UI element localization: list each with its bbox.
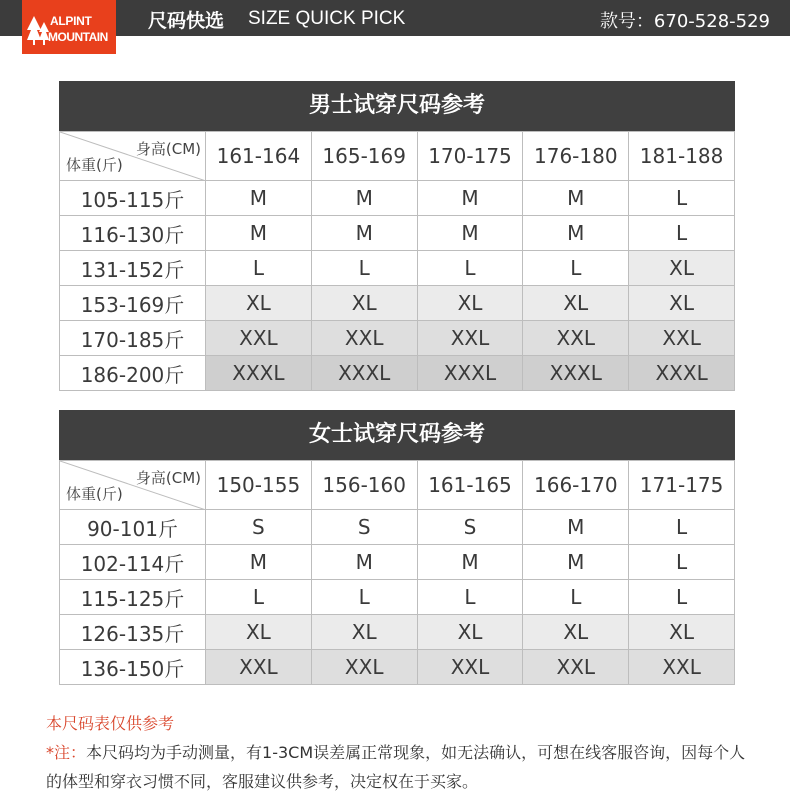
size-cell: XL [311,286,417,321]
size-cell: M [206,181,312,216]
header-row [60,132,735,181]
corner-weight-label: 体重(斤) [66,156,123,174]
table-row [60,650,735,685]
size-cell: M [523,216,629,251]
men-chart-title: 男士试穿尺码参考 [59,81,735,131]
page-title-en: SIZE QUICK PICK [248,8,406,29]
height-header-cell: 161-165 [417,461,523,510]
table-row [60,580,735,615]
corner-cell [60,461,206,510]
size-cell: XXXL [523,356,629,391]
size-cell: L [523,251,629,286]
size-cell: XL [523,286,629,321]
notes-mark: *注： [46,743,87,762]
size-cell: M [311,545,417,580]
height-header-cell: 156-160 [311,461,417,510]
size-cell: M [523,181,629,216]
size-cell: XXXL [417,356,523,391]
size-cell: L [629,510,735,545]
size-cell: XL [206,615,312,650]
weight-label-cell: 105-115斤 [60,181,206,216]
size-cell: M [417,181,523,216]
size-cell: XXL [629,650,735,685]
brand-logo [22,0,116,54]
size-cell: XL [206,286,312,321]
size-cell: XXL [206,650,312,685]
weight-label-cell: 136-150斤 [60,650,206,685]
size-cell: XXXL [629,356,735,391]
size-cell: M [206,216,312,251]
table-row [60,321,735,356]
size-cell: L [417,251,523,286]
size-cell: L [629,580,735,615]
table-row [60,251,735,286]
size-cell: L [311,580,417,615]
corner-height-label: 身高(CM) [135,469,201,487]
corner-height-label: 身高(CM) [135,140,201,158]
size-cell: M [311,216,417,251]
women-chart-title: 女士试穿尺码参考 [59,410,735,460]
weight-label-cell: 115-125斤 [60,580,206,615]
size-cell: XL [311,615,417,650]
page-title-cn: 尺码快选 [148,10,225,32]
size-cell: XL [417,286,523,321]
size-cell: M [206,545,312,580]
table-row [60,286,735,321]
size-cell: XXL [523,321,629,356]
logo-line-2: MOUNTAIN [48,30,108,44]
weight-label-cell: 186-200斤 [60,356,206,391]
corner-weight-label: 体重(斤) [66,485,123,503]
table-row [60,356,735,391]
size-cell: S [417,510,523,545]
top-header-bar [0,0,790,44]
style-number: 款号：670-528-529 [599,11,770,32]
table-row [60,545,735,580]
size-cell: XXL [311,650,417,685]
size-cell: S [206,510,312,545]
weight-label-cell: 131-152斤 [60,251,206,286]
logo-line-1: ALPINT [50,14,92,28]
size-cell: L [629,181,735,216]
men-size-table [59,131,735,391]
height-header-cell: 181-188 [629,132,735,181]
size-cell: XXL [417,650,523,685]
table-row [60,615,735,650]
header-row [60,461,735,510]
table-row [60,510,735,545]
height-header-cell: 176-180 [523,132,629,181]
corner-cell [60,132,206,181]
weight-label-cell: 153-169斤 [60,286,206,321]
size-cell: L [417,580,523,615]
notes-body: 本尺码均为手动测量，有1-3CM误差属正常现象，如无法确认，可想在线客服咨询，因每个人的体型和穿衣习惯不同，客服建议供参考，决定权在于买家。 [46,743,746,791]
size-cell: L [311,251,417,286]
weight-label-cell: 126-135斤 [60,615,206,650]
size-cell: L [629,545,735,580]
size-cell: XXXL [206,356,312,391]
men-size-chart [59,81,735,391]
size-cell: XL [629,615,735,650]
size-cell: XXL [311,321,417,356]
size-cell: XL [629,251,735,286]
notes-text [46,738,756,796]
size-cell: L [629,216,735,251]
size-cell: M [523,510,629,545]
weight-label-cell: 90-101斤 [60,510,206,545]
notes-title: 本尺码表仅供参考 [46,714,175,733]
size-cell: M [311,181,417,216]
height-header-cell: 161-164 [206,132,312,181]
size-cell: M [417,216,523,251]
size-cell: S [311,510,417,545]
table-row [60,216,735,251]
height-header-cell: 166-170 [523,461,629,510]
size-cell: XL [629,286,735,321]
size-cell: XXXL [311,356,417,391]
weight-label-cell: 170-185斤 [60,321,206,356]
weight-label-cell: 102-114斤 [60,545,206,580]
table-row [60,181,735,216]
size-cell: XXL [206,321,312,356]
size-cell: L [523,580,629,615]
size-cell: M [417,545,523,580]
height-header-cell: 170-175 [417,132,523,181]
size-cell: XL [523,615,629,650]
size-cell: XXL [417,321,523,356]
height-header-cell: 171-175 [629,461,735,510]
size-cell: XXL [629,321,735,356]
weight-label-cell: 116-130斤 [60,216,206,251]
height-header-cell: 150-155 [206,461,312,510]
height-header-cell: 165-169 [311,132,417,181]
size-cell: XL [417,615,523,650]
women-size-chart [59,410,735,685]
size-cell: M [523,545,629,580]
size-cell: L [206,580,312,615]
size-cell: L [206,251,312,286]
women-size-table [59,460,735,685]
size-cell: XXL [523,650,629,685]
